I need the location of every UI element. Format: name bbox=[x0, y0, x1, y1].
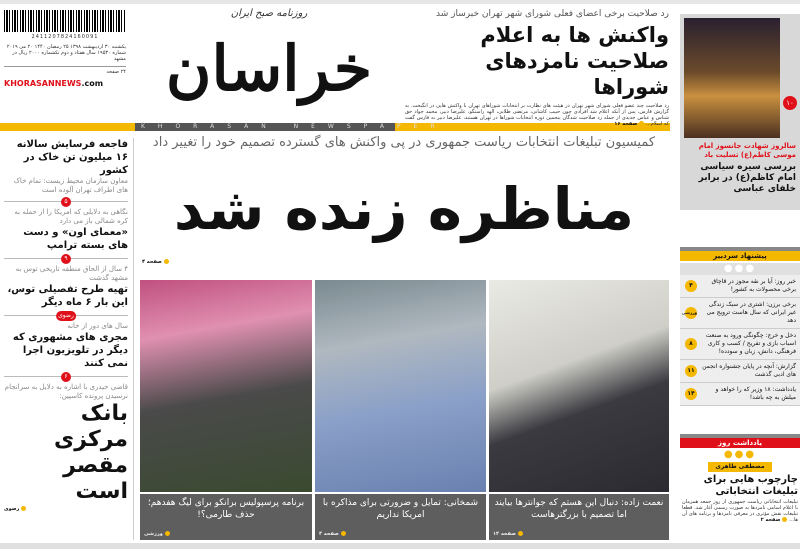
author-name: مصطفی طاهری bbox=[708, 462, 772, 472]
photo-caption[interactable] bbox=[489, 494, 669, 540]
item-text: برخی برزن: اشتری در سبک زندگی غیر ایرانی که سال هاست ترویج می دهد bbox=[706, 301, 796, 324]
story-sub: معاون سازمان محیط زیست: تمام خاک های اطراف تهران آلوده است bbox=[13, 177, 128, 194]
page-badge[interactable]: رضوی bbox=[58, 312, 74, 319]
story-headline[interactable]: فاجعه فرسایش سالانه ۱۶ میلیون تن خاک در کشور bbox=[16, 139, 128, 176]
top-story-text: رد صلاحیت چند عضو فعلی شورای شهر تهران در هیئت های نظارت بر انتخابات شوراهای تهران با واکنش هایی در انگیخت. به گزارش فارس، پس از آنکه اعلام شد افرادی چون حبیب کاشانی، مرتضی طلایی، الهه راستگو، علیرضا دبیر، محمد جواد حق شناس و عباس جدیدی از جمله رد صلاحیت شدگان پنجمین دوره انتخابات شوراها در تهران هستند، علیرضا دبیر به فارس گفت که اسلام... bbox=[405, 103, 669, 127]
divider bbox=[4, 198, 128, 205]
page-ref[interactable]: صفحه ۴ bbox=[319, 531, 346, 538]
story-headline-big[interactable]: بانک مرکزی مقصر است bbox=[54, 401, 128, 504]
issue-info: یکشنبه ۳۰ اردیبهشت ۱۳۹۸ ۲۵ رمضان ۱۴۴۰ ۲۰ می ۲۰۱۹ شماره ۱۹۵۳۰ سال هفتاد و دوم تکشماره ۲۰۰۰ ریال در مشهد bbox=[6, 44, 126, 62]
divider bbox=[4, 255, 128, 262]
note-title: یادداشت روز bbox=[680, 434, 800, 448]
page-ref[interactable]: صفحه ۱۶ bbox=[614, 121, 644, 127]
lead-headline[interactable]: مناظره زنده شد bbox=[173, 175, 635, 243]
lead-subhead: کمیسیون تبلیغات انتخابات ریاست جمهوری در پی واکنش های گسترده تصمیم خود را تغییر داد bbox=[152, 135, 656, 150]
photo-branko bbox=[140, 280, 312, 492]
masthead-strip-text: KHORASAN NEWSPAPER bbox=[135, 123, 395, 131]
website-link[interactable] bbox=[4, 79, 126, 89]
dots-icon: ●●● bbox=[680, 449, 800, 461]
page-badge[interactable]: ۹ bbox=[61, 254, 71, 264]
list-item[interactable] bbox=[680, 298, 800, 329]
top-story bbox=[405, 8, 669, 127]
page-badge: ۴ bbox=[685, 280, 697, 292]
page-badge: ۸ bbox=[685, 338, 697, 350]
story-headline[interactable]: «معمای اون» و دست های بسته ترامپ bbox=[23, 227, 128, 251]
story-sub: نگاهی به دلایلی که امریکا را از حمله به کره شمالی باز می دارد bbox=[14, 208, 128, 225]
dots-icon: ●●● bbox=[680, 263, 800, 275]
top-story-body bbox=[405, 103, 669, 127]
note-section bbox=[682, 462, 798, 523]
page-badge[interactable]: ۶ bbox=[61, 372, 71, 382]
top-story-kicker: رد صلاحیت برخی اعضای فعلی شورای شهر تهران خبرساز شد bbox=[436, 9, 669, 19]
story-headline[interactable]: مجری های مشهوری که دیگر در تلویزیون اجرا نمی کنند bbox=[12, 332, 128, 369]
list-item[interactable] bbox=[680, 329, 800, 360]
page-ref[interactable]: ورزشی bbox=[144, 531, 170, 538]
divider bbox=[4, 312, 128, 319]
item-text: دخل و خرج: چگونگی ورود به صنعت اسباب بازی و تفریح / کسب و کاری فرهنگی، دانش، زبان و سودده! bbox=[705, 332, 796, 355]
story-sub: قاضی حیدری با اشاره به دلایل به سرانجام نرسیدن پرونده کاسپین: bbox=[4, 383, 128, 400]
photo-caption[interactable] bbox=[315, 494, 486, 540]
page-ref[interactable]: رضوی bbox=[4, 505, 128, 513]
story-headline[interactable]: تهیه طرح تفصیلی توس، این بار ۶ ماه دیگر bbox=[7, 284, 128, 308]
photo-nematzadeh bbox=[489, 280, 669, 492]
story-sub: ۴ سال از الحاق منطقه تاریخی توس به مشهد گذشت bbox=[15, 265, 128, 282]
caption-text: شمخانی: تمایل و ضرورتی برای مذاکره با امریکا نداریم bbox=[322, 498, 479, 520]
bottom-rule bbox=[0, 543, 800, 549]
caption-text: برنامه پرسپولیس برانکو برای لیگ هفدهم؛ حذف طارمی؟! bbox=[147, 498, 305, 520]
barcode bbox=[4, 10, 126, 32]
note-body bbox=[682, 499, 798, 523]
lead-page-ref[interactable]: صفحه ۴ bbox=[142, 258, 169, 266]
page-badge: ۱۱ bbox=[685, 365, 697, 377]
editor-picks-list bbox=[680, 275, 800, 406]
caption-text: نعمت زاده: دنبال این هستم که جوانترها بیایند اما تصمیم با بزرگترهاست bbox=[494, 498, 664, 520]
column-divider bbox=[133, 138, 134, 540]
top-story-headline[interactable]: واکنش ها به اعلام صلاحیت نامزدهای شوراها bbox=[480, 23, 669, 99]
story-sub: سال های دور از خانه bbox=[67, 322, 128, 330]
newspaper-logo: خراسان bbox=[165, 32, 373, 105]
photo-caption[interactable] bbox=[140, 494, 312, 540]
barcode-number: 2411207824160091 bbox=[31, 34, 99, 40]
page-badge[interactable]: ۵ bbox=[61, 197, 71, 207]
note-headline[interactable]: چارچوب هایی برای تبلیغات انتخاباتی bbox=[703, 474, 798, 497]
feature-text bbox=[684, 142, 796, 195]
list-item[interactable] bbox=[680, 360, 800, 383]
page-badge: ۱۴ bbox=[685, 388, 697, 400]
pages-info: ۲۴ صفحه bbox=[4, 66, 126, 75]
shrine-photo bbox=[684, 18, 780, 138]
site-tld: .com bbox=[81, 79, 104, 88]
logo-tagline: روزنامه صبح ایران bbox=[230, 8, 308, 19]
issue-info-block bbox=[4, 10, 126, 89]
editor-picks-title: پیشنهاد سردبیر bbox=[680, 247, 800, 261]
item-text: یادداشت: ۱۸ وزیر که را خواهد و میلش به چه باشد! bbox=[715, 386, 796, 401]
item-text: خبر روز: آیا بر نقه مجوز در قاچاق برخی محصولات به کشور! bbox=[711, 278, 796, 293]
page-badge[interactable]: ۱۰ bbox=[783, 96, 797, 110]
divider bbox=[4, 373, 128, 380]
top-rule bbox=[0, 0, 800, 4]
list-item[interactable] bbox=[680, 275, 800, 298]
list-item[interactable] bbox=[680, 383, 800, 406]
photo-shamkhani bbox=[315, 280, 486, 492]
feature-headline[interactable]: بررسی سیره سیاسی امام کاظم(ع) در برابر خلفای عباسی bbox=[698, 162, 796, 194]
note-text: تبلیغات انتخاباتی ریاست جمهوری از روز جمعه همزمان با اعلام اسامی نامزدها به صورت رسمی آغاز شد. قطعا تبلیغات نقش مؤثری در معرفی نامزدها و برنامه های آن ها... bbox=[682, 499, 798, 523]
page-ref[interactable]: صفحه ۲ bbox=[761, 517, 788, 523]
page-badge: ورزشی bbox=[685, 307, 697, 319]
left-column bbox=[0, 138, 132, 513]
page-ref[interactable]: صفحه ۱۴ bbox=[493, 531, 523, 538]
feature-kicker: سالروز شهادت جانسوز امام موسی کاظم(ع) تسلیت باد bbox=[698, 142, 796, 159]
item-text: گزارش: آنچه در پایان جشنواره انجمن های ادبی گذشت bbox=[702, 363, 796, 378]
site-name: KHORASANNEWS bbox=[4, 79, 82, 88]
